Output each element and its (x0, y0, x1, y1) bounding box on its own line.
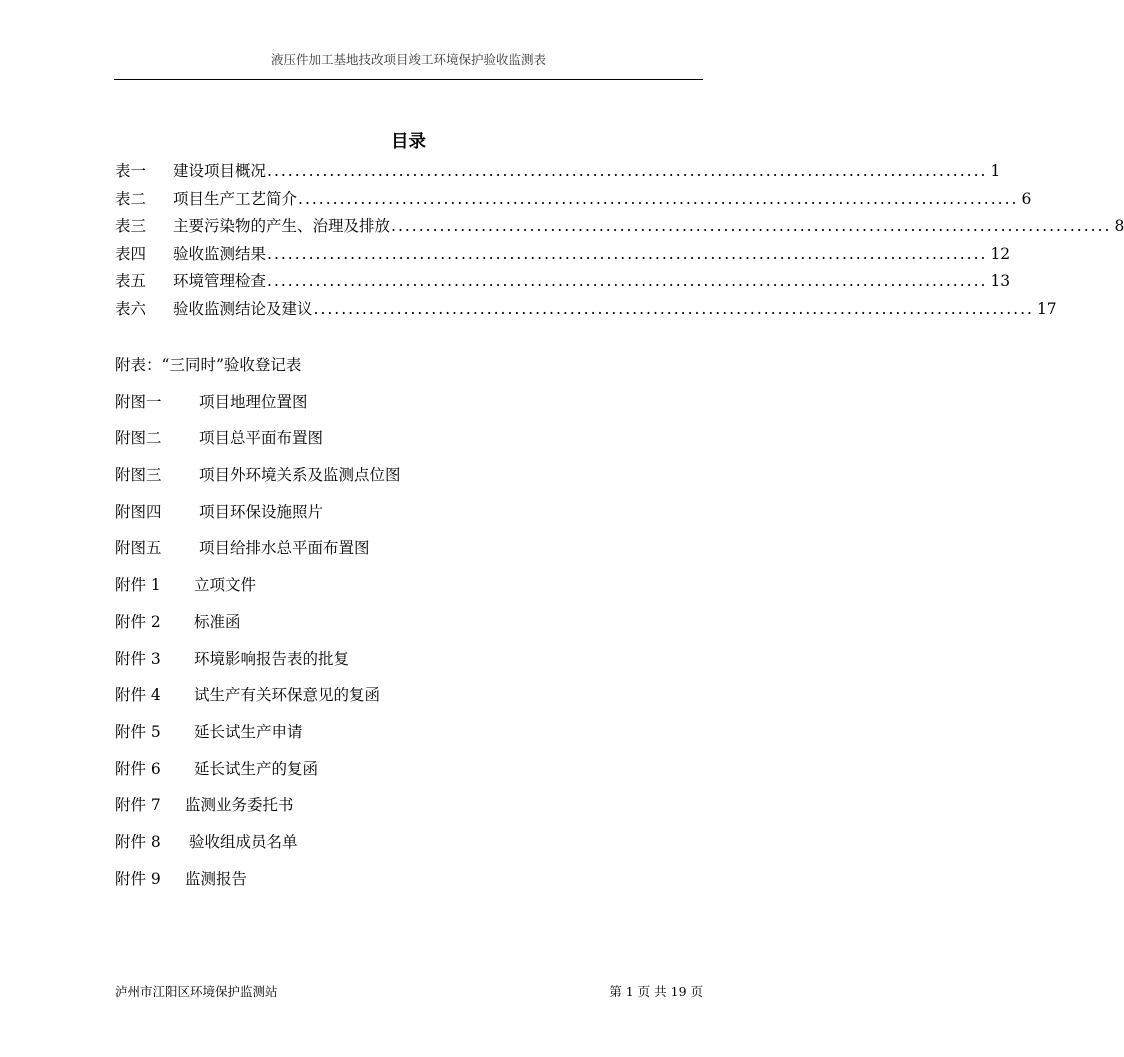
appendix-item-text: 延长试生产的复函 (194, 759, 319, 778)
toc-entry-page: 12 (990, 244, 1011, 263)
appendix-item-text: 环境影响报告表的批复 (194, 649, 350, 668)
appendix-item-label: 附件 4 (115, 686, 161, 705)
toc-entry[interactable] (115, 241, 1011, 269)
appendix-item-label: 附件 5 (115, 722, 161, 741)
appendix-item-label: 附件 8 (115, 832, 161, 851)
appendix-item-text: 试生产有关环保意见的复函 (194, 686, 381, 705)
toc-entry-page: 13 (990, 272, 1011, 291)
toc-entry[interactable] (115, 186, 1032, 214)
appendix-list (115, 347, 703, 897)
appendix-item (115, 384, 703, 421)
appendix-item (115, 604, 703, 641)
appendix-item (115, 677, 703, 714)
footer-page-info: 第 1 页 共 19 页 (609, 984, 703, 999)
toc-entry-label: 表三 (115, 217, 147, 236)
toc-entry-label: 表四 (115, 244, 147, 263)
appendix-item (115, 714, 703, 751)
toc-entry-text: 建设项目概况 (173, 162, 267, 180)
appendix-item-text: 项目环保设施照片 (199, 502, 324, 521)
appendix-item (115, 494, 703, 531)
appendix-item (115, 861, 703, 898)
appendix-item-label: 附件 9 (115, 869, 161, 888)
appendix-item (115, 641, 703, 678)
appendix-item (115, 347, 703, 384)
appendix-item-label: 附图一 (115, 392, 162, 411)
toc-dot-leader: ........................................................................................................ (313, 299, 1034, 318)
appendix-item-label: 附件 2 (115, 612, 161, 631)
toc-title: 目录 (391, 132, 426, 152)
toc-entry-page: 6 (1021, 189, 1032, 208)
appendix-item-text: “三同时”验收登记表 (161, 356, 302, 374)
toc-entry[interactable] (115, 296, 1057, 324)
toc-entry-text: 主要污染物的产生、治理及排放 (173, 217, 391, 236)
toc-entry-text: 验收监测结论及建议 (173, 299, 313, 318)
appendix-item-text: 项目给排水总平面布置图 (199, 539, 370, 558)
appendix-item (115, 824, 703, 861)
appendix-item (115, 567, 703, 604)
toc-entry-text: 项目生产工艺简介 (173, 189, 298, 208)
appendix-item-label: 附件 1 (115, 576, 161, 595)
toc-entry-page: 8 (1114, 217, 1124, 236)
appendix-item-text: 项目总平面布置图 (199, 429, 324, 448)
appendix-item-text: 验收组成员名单 (189, 832, 298, 851)
appendix-item-text: 延长试生产申请 (194, 722, 303, 741)
appendix-item-label: 附图三 (115, 466, 162, 485)
appendix-item-label: 附图二 (115, 429, 162, 448)
toc-entry[interactable] (115, 213, 1124, 241)
appendix-item-label: 附件 3 (115, 649, 161, 668)
toc-entry-label: 表二 (115, 189, 147, 208)
appendix-item (115, 530, 703, 567)
toc-dot-leader: ........................................................................................................ (298, 189, 1019, 208)
toc-entry-label: 表一 (115, 162, 147, 180)
appendix-item-label: 附表： (115, 356, 162, 374)
appendix-item-label: 附图四 (115, 502, 162, 521)
toc-dot-leader: ........................................................................................................ (267, 162, 988, 180)
appendix-item-label: 附件 7 (115, 796, 161, 815)
appendix-item-label: 附件 6 (115, 759, 161, 778)
appendix-item-text: 监测报告 (185, 869, 248, 888)
footer-organization: 泸州市江阳区环境保护监测站 (115, 984, 278, 999)
page-header: 液压件加工基地技改项目竣工环境保护验收监测表 (270, 52, 546, 67)
appendix-item (115, 751, 703, 788)
toc-dot-leader: ........................................................................................................ (391, 217, 1112, 236)
toc-entry-page: 1 (990, 162, 1001, 180)
toc-entry-label: 表五 (115, 272, 147, 291)
appendix-item-text: 监测业务委托书 (185, 796, 294, 815)
toc-entry[interactable] (115, 268, 1011, 296)
appendix-item (115, 420, 703, 457)
table-of-contents (115, 158, 1124, 324)
appendix-item-text: 标准函 (194, 612, 241, 631)
appendix-item-text: 项目地理位置图 (199, 392, 308, 411)
toc-entry-page: 17 (1036, 299, 1057, 318)
toc-entry[interactable] (115, 158, 1001, 186)
appendix-item (115, 457, 703, 494)
appendix-item (115, 787, 703, 824)
toc-dot-leader: ........................................................................................................ (267, 272, 988, 291)
header-divider (114, 79, 703, 80)
toc-entry-label: 表六 (115, 299, 147, 318)
appendix-item-text: 项目外环境关系及监测点位图 (199, 466, 401, 485)
appendix-item-text: 立项文件 (194, 576, 257, 595)
toc-dot-leader: ........................................................................................................ (267, 244, 988, 263)
toc-entry-text: 验收监测结果 (173, 244, 267, 263)
appendix-item-label: 附图五 (115, 539, 162, 558)
toc-entry-text: 环境管理检查 (173, 272, 267, 291)
